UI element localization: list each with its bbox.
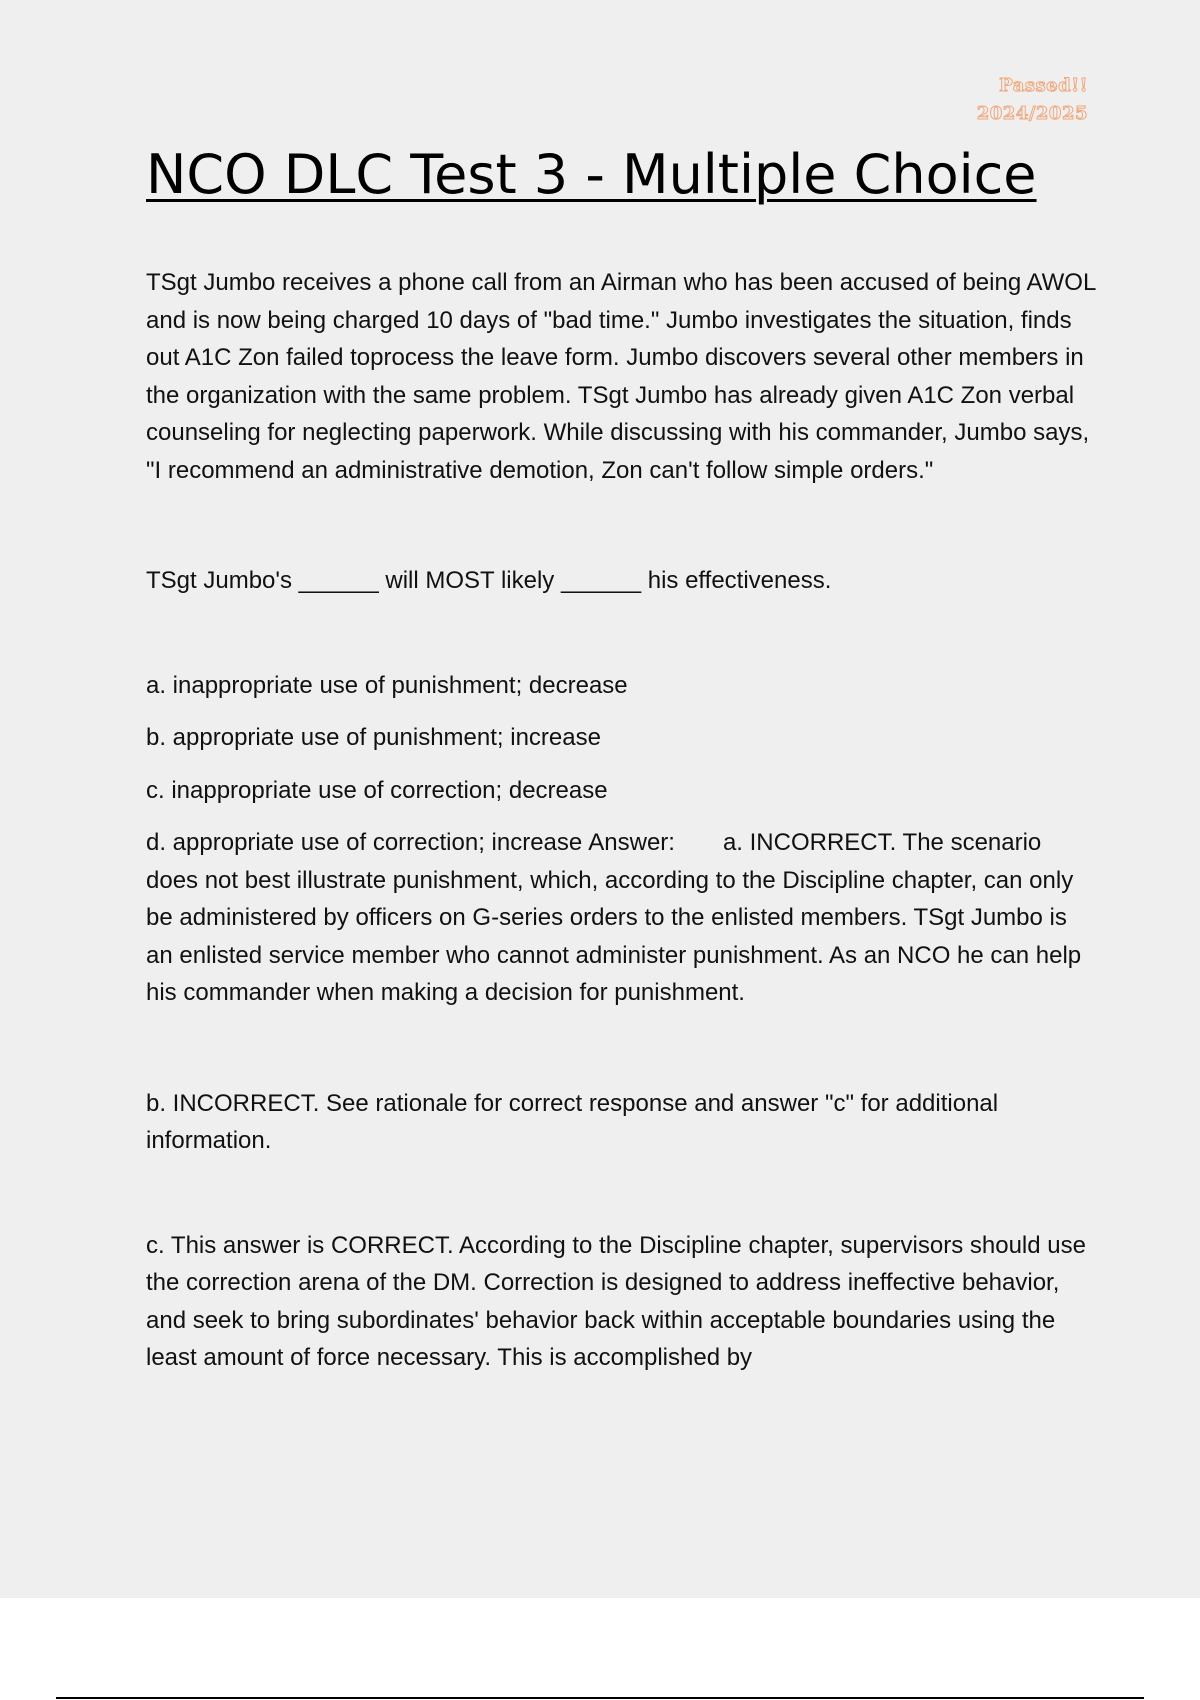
rationale-b: b. INCORRECT. See rationale for correct response and answer "c" for additional information. <box>146 1089 999 1154</box>
option-b: b. appropriate use of punishment; increase <box>146 724 601 751</box>
question-stem: TSgt Jumbo's ______ will MOST likely ______ his effectiveness. <box>146 567 832 594</box>
scenario-paragraph: TSgt Jumbo receives a phone call from an Airman who has been accused of being AWOL and is now being charged 10 days of "bad time." Jumbo investigates the situation, finds out A1C Zon failed toprocess the leave form. Jumbo discovers several other members in the organization with the same problem. TSgt Jumbo has already given A1C Zon verbal counseling for neglecting paperwork. While discussing with his commander, Jumbo says, "I recommend an administrative demotion, Zon can't follow simple orders." <box>146 269 1096 484</box>
rationale-a: a. INCORRECT. The scenario does not best illustrate punishment, which, according to the Discipline chapter, can only be administered by officers on G-series orders to the enlisted members. TSgt Jumbo is an enlisted service member who cannot administer punishment. As an NCO he can help his commander when making a decision for punishment. <box>146 829 1082 1006</box>
option-d-text: d. appropriate use of correction; increase <box>146 829 583 856</box>
document-body <box>146 264 1096 1377</box>
rationale-c: c. This answer is CORRECT. According to the Discipline chapter, supervisors should use the correction arena of the DM. Correction is designed to address ineffective behavior, and seek to bring subordinates' behavior back within acceptable boundaries using the least amount of force necessary. This is accomplished by <box>146 1231 1086 1371</box>
watermark-stamp <box>977 72 1088 128</box>
stamp-line-2: 2024/2025 <box>976 103 1088 124</box>
document-title: NCO DLC Test 3 - Multiple Choice <box>146 143 1037 206</box>
footer-divider <box>56 1697 1144 1699</box>
option-c: c. inappropriate use of correction; decrease <box>146 776 608 804</box>
option-a: a. inappropriate use of punishment; decrease <box>146 671 628 699</box>
stamp-line-1: Passed!! <box>999 75 1088 96</box>
answer-label: Answer: <box>588 829 675 856</box>
option-d-with-answer <box>146 824 1096 1012</box>
